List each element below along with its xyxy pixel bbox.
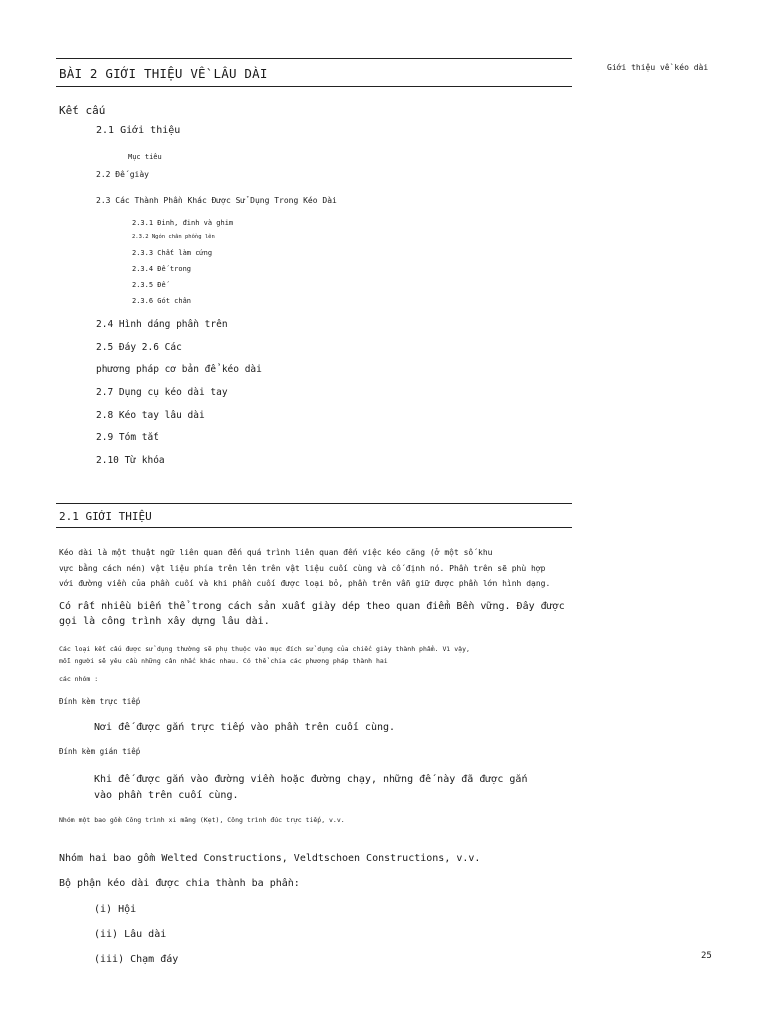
group-two-text: Nhóm hai bao gồm Welted Constructions, Veldtschoen Constructions, v.v.: [59, 853, 481, 864]
toc-item-2-1: 2.1 Giới thiệu: [96, 125, 181, 136]
indirect-attachment-label: Đính kèm gián tiếp: [59, 747, 141, 756]
paragraph-1-line-2: vực bằng cách nén) vật liệu phía trên lên trên vật liệu cuối cùng và cố định nó. Phần trên sẽ phù hợp: [59, 564, 546, 573]
toc-item-2-10: 2.10 Từ khóa: [96, 455, 165, 466]
indirect-attachment-text: Khi đế được gắn vào đường viền hoặc đường chạy, những đế này đã được gắn vào phần trên cuối cùng.: [94, 774, 528, 801]
toc-item-2-5: 2.5 Đáy 2.6 Các: [96, 342, 182, 353]
header-bottom-rule: [56, 86, 572, 87]
paragraph-3-line-1: Các loại kết cấu được sử dụng thường sẽ phụ thuộc vào mục đích sử dụng của chiếc giày thành phẩm. Vì vậy,: [59, 645, 470, 653]
toc-heading: Kết cấu: [59, 104, 106, 117]
paragraph-1-line-1: Kéo dài là một thuật ngữ liên quan đến quá trình liên quan đến việc kéo căng (ở một số khu: [59, 548, 493, 557]
toc-item-objectives: Mục tiêu: [128, 153, 162, 161]
header-top-rule: [56, 58, 572, 59]
page-number: 25: [701, 951, 712, 961]
section-top-rule: [56, 503, 572, 504]
toc-item-2-7: 2.7 Dụng cụ kéo dài tay: [96, 387, 228, 398]
chapter-title: BÀI 2 GIỚI THIỆU VỀ LÂU DÀI: [59, 66, 268, 81]
toc-item-2-4: 2.4 Hình dáng phần trên: [96, 319, 228, 330]
section-heading: 2.1 GIỚI THIỆU: [59, 510, 152, 523]
direct-attachment-text: Nơi đế được gắn trực tiếp vào phần trên cuối cùng.: [94, 722, 396, 733]
part-item-1: (i) Hội: [94, 904, 137, 915]
group-one-text: Nhóm một bao gồm Công trình xi măng (Kẹt), Công trình đúc trực tiếp, v.v.: [59, 816, 345, 824]
toc-item-2-3-4: 2.3.4 Đế trong: [132, 265, 192, 273]
toc-item-2-8: 2.8 Kéo tay lâu dài: [96, 410, 205, 421]
running-head: Giới thiệu về kéo dài: [607, 63, 709, 72]
toc-item-2-3: 2.3 Các Thành Phần Khác Được Sử Dụng Trong Kéo Dài: [96, 196, 337, 205]
paragraph-3-line-2: mỗi người sẽ yêu cầu những cân nhắc khác nhau. Có thể chia các phương pháp thành hai: [59, 657, 388, 665]
toc-item-2-3-2: 2.3.2 Ngón chân phồng lên: [132, 234, 215, 240]
paragraph-1-line-3: với đường viền của phần cuối và khi phần cuối được loại bỏ, phần trên vẫn giữ được phần lớn hình dạng.: [59, 579, 551, 588]
paragraph-2: Có rất nhiều biến thể trong cách sản xuất giày dép theo quan điểm Bền vững. Đây được gọi là công trình xây dựng lâu dài.: [59, 601, 565, 627]
direct-attachment-label: Đính kèm trực tiếp: [59, 697, 141, 706]
paragraph-3-line-3: các nhóm :: [59, 675, 99, 683]
toc-item-2-2: 2.2 Đế giày: [96, 170, 149, 179]
toc-item-2-9: 2.9 Tóm tắt: [96, 432, 159, 443]
parts-intro: Bộ phận kéo dài được chia thành ba phần:: [59, 878, 300, 889]
toc-item-2-6-cont: phương pháp cơ bản để kéo dài: [96, 364, 262, 375]
toc-item-2-3-5: 2.3.5 Đế: [132, 281, 166, 289]
toc-item-2-3-1: 2.3.1 Đinh, đinh và ghim: [132, 219, 234, 227]
section-bottom-rule: [56, 527, 572, 528]
toc-item-2-3-3: 2.3.3 Chất làm cứng: [132, 249, 213, 257]
part-item-2: (ii) Lâu dài: [94, 929, 167, 940]
toc-item-2-3-6: 2.3.6 Gót chân: [132, 297, 192, 305]
part-item-3: (iii) Chạm đáy: [94, 954, 179, 965]
